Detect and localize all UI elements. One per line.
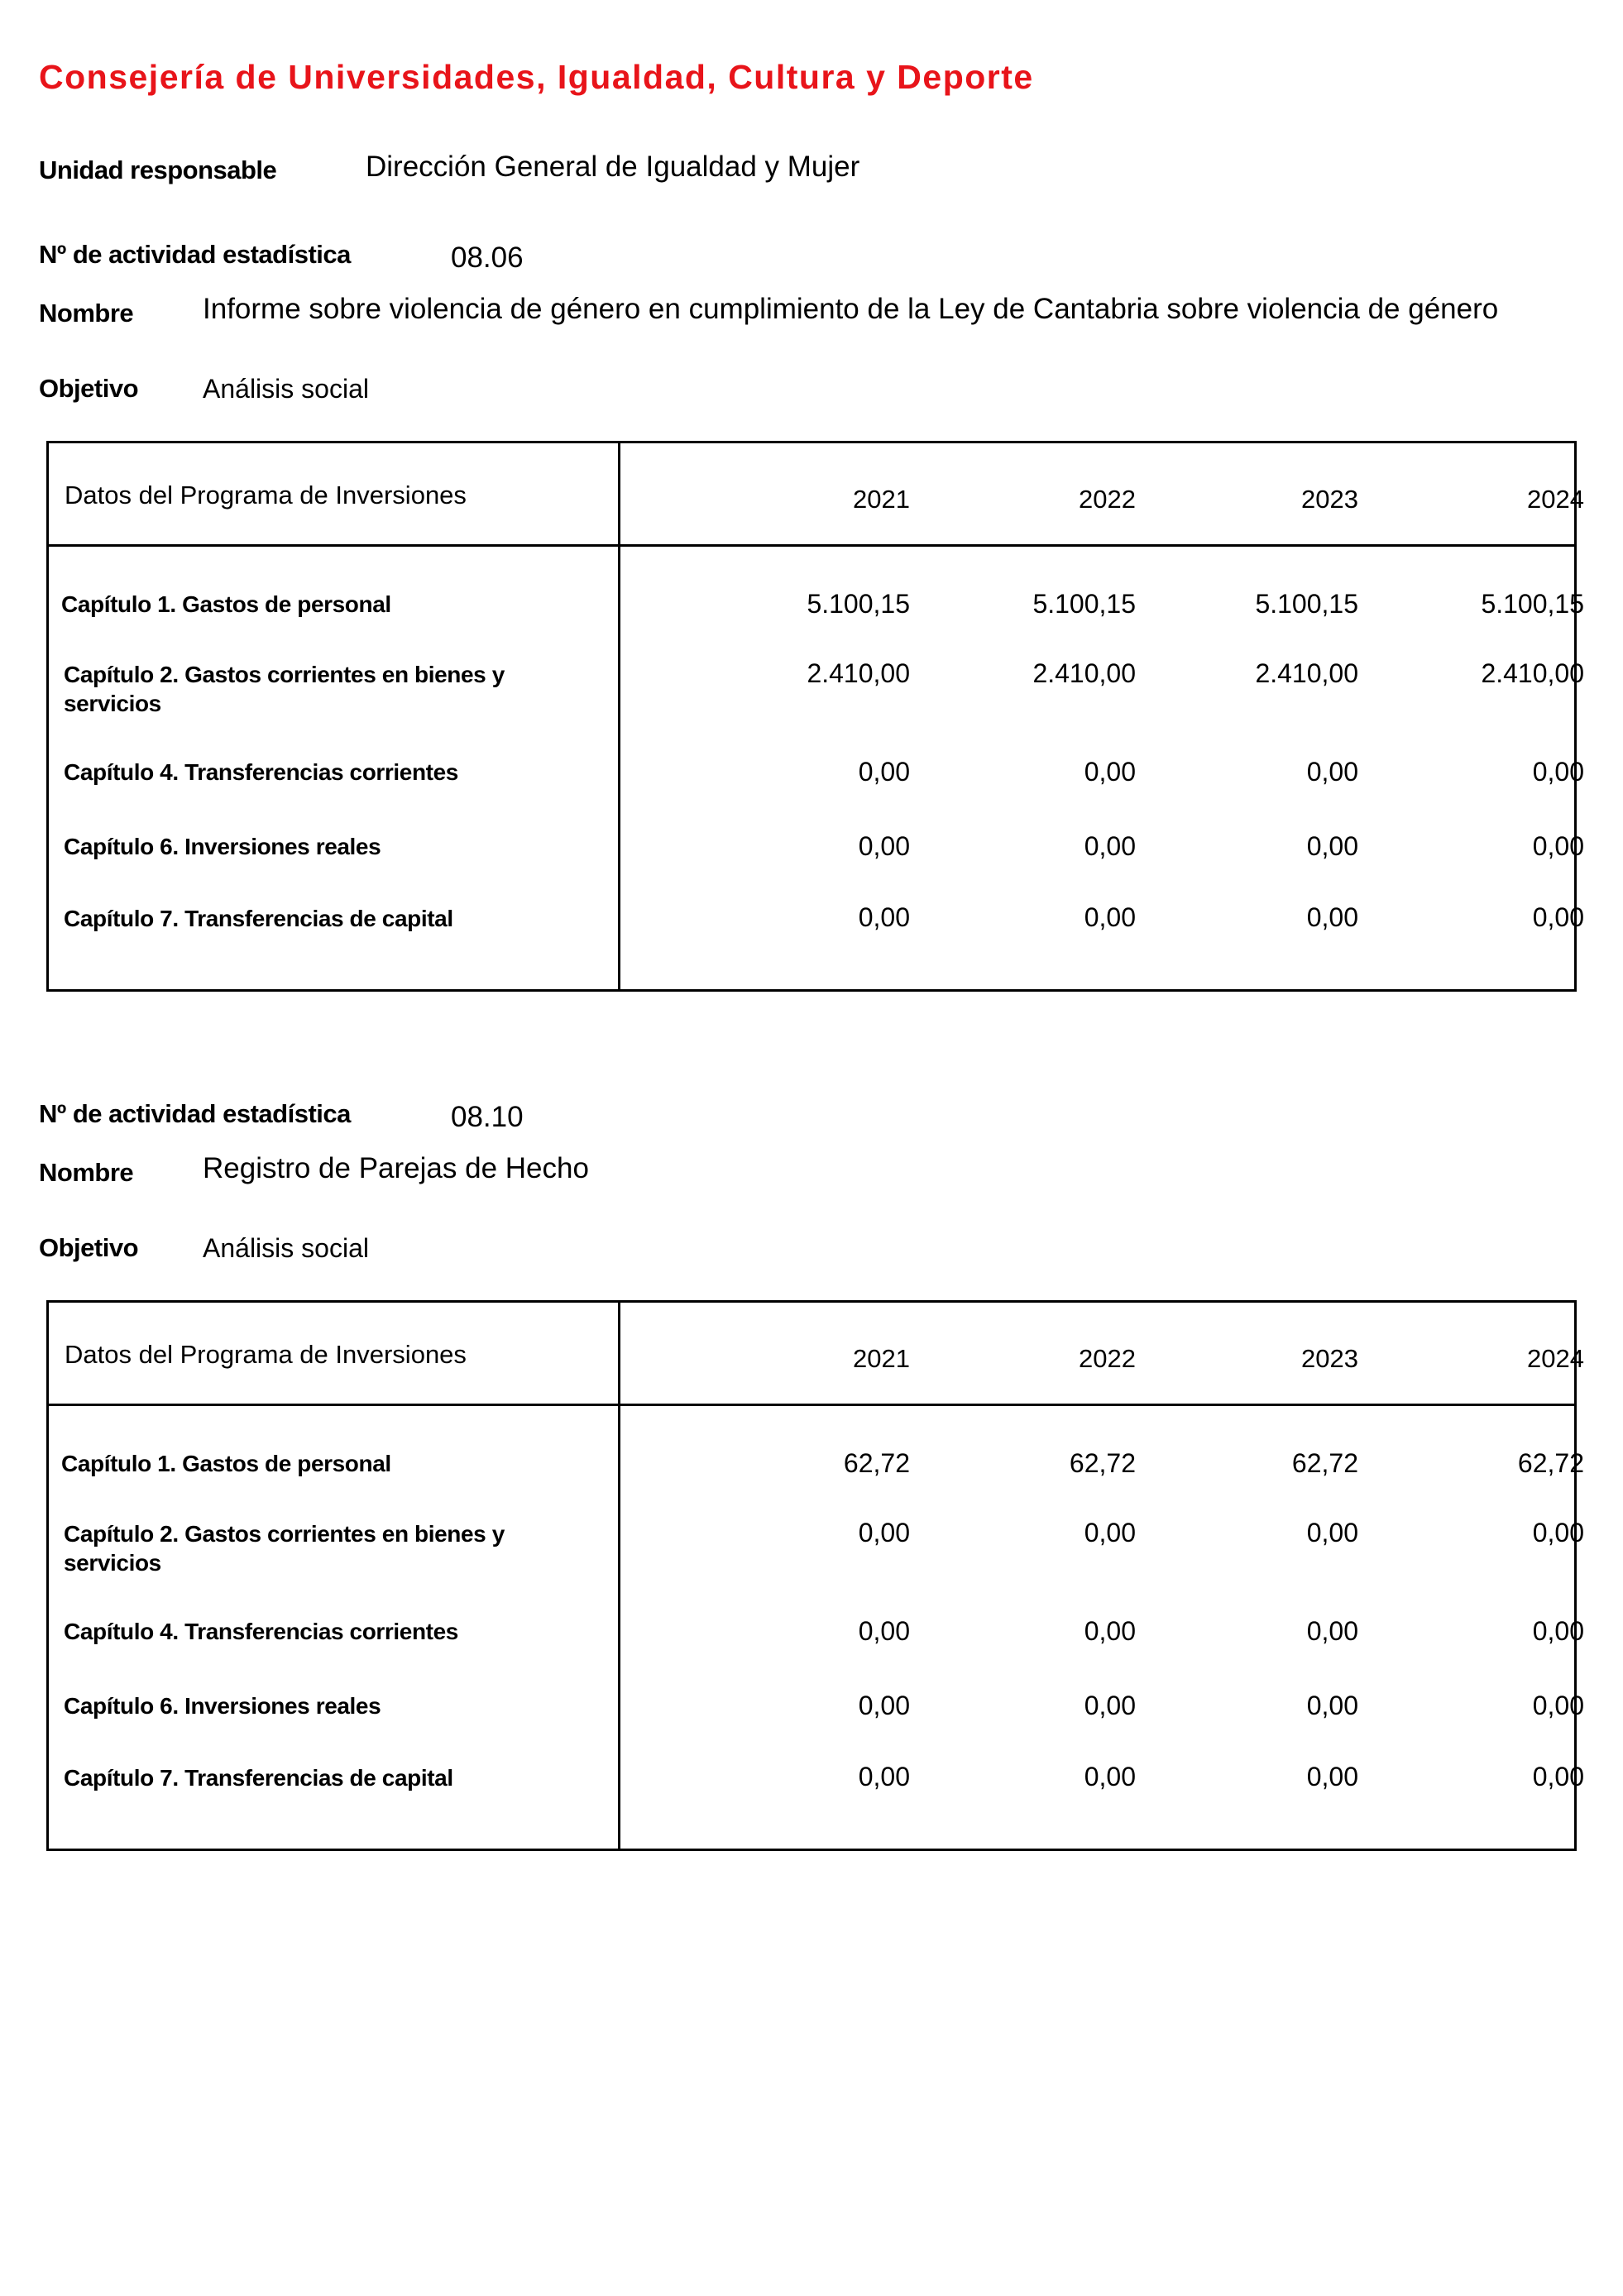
table-row-label: Capítulo 6. Inversiones reales <box>64 834 381 859</box>
table-cell: 0,00 <box>858 1762 910 1791</box>
year-header: 2023 <box>1301 1344 1358 1373</box>
table-row-label: Capítulo 4. Transferencias corrientes <box>64 1619 458 1644</box>
table-header-label: Datos del Programa de Inversiones <box>65 481 467 509</box>
table-cell: 0,00 <box>1084 831 1136 861</box>
table-cell: 0,00 <box>1306 831 1358 861</box>
table-cell: 0,00 <box>1306 902 1358 932</box>
activity-number-value: 08.06 <box>451 242 524 274</box>
table-cell: 0,00 <box>1306 1616 1358 1646</box>
table-cell: 0,00 <box>1532 1518 1584 1547</box>
unidad-value: Dirección General de Igualdad y Mujer <box>366 151 860 183</box>
table-cell: 0,00 <box>858 1518 910 1547</box>
page-title: Consejería de Universidades, Igualdad, Cultura y Deporte <box>39 58 1034 96</box>
table-cell: 5.100,15 <box>807 589 910 619</box>
table-cell: 0,00 <box>1532 831 1584 861</box>
table-column-divider <box>618 443 620 989</box>
table-cell: 62,72 <box>1291 1448 1358 1478</box>
table-row-label: Capítulo 6. Inversiones reales <box>64 1693 381 1719</box>
table-cell: 0,00 <box>1532 1691 1584 1720</box>
table-cell: 0,00 <box>1532 1616 1584 1646</box>
table-cell: 0,00 <box>858 1616 910 1646</box>
year-header: 2022 <box>1079 1344 1136 1373</box>
year-header: 2021 <box>853 485 910 514</box>
table-cell: 0,00 <box>1084 1616 1136 1646</box>
table-cell: 5.100,15 <box>1481 589 1584 619</box>
table-cell: 0,00 <box>1306 1518 1358 1547</box>
table-row-label: Capítulo 4. Transferencias corrientes <box>64 759 458 785</box>
table-cell: 0,00 <box>1532 1762 1584 1791</box>
table-cell: 62,72 <box>1517 1448 1584 1478</box>
activity-number-value: 08.10 <box>451 1101 524 1133</box>
table-cell: 2.410,00 <box>1481 658 1584 688</box>
activity-number-label: Nº de actividad estadística <box>39 240 351 269</box>
activity-objective-label: Objetivo <box>39 374 139 403</box>
table-row-label: Capítulo 1. Gastos de personal <box>61 591 391 617</box>
table-cell: 2.410,00 <box>1032 658 1136 688</box>
table-cell: 0,00 <box>1532 757 1584 787</box>
table-cell: 0,00 <box>858 1691 910 1720</box>
activity-objective-value: Análisis social <box>203 374 369 404</box>
table-header-divider <box>49 544 1574 547</box>
activity-name-value: Informe sobre violencia de género en cumplimiento de la Ley de Cantabria sobre violencia de género <box>203 293 1499 325</box>
table-cell: 0,00 <box>858 902 910 932</box>
table-cell: 2.410,00 <box>807 658 910 688</box>
activity-name-label: Nombre <box>39 299 134 328</box>
table-header-divider <box>49 1404 1574 1406</box>
year-header: 2022 <box>1079 485 1136 514</box>
table-column-divider <box>618 1303 620 1849</box>
table-cell: 5.100,15 <box>1032 589 1136 619</box>
year-header: 2024 <box>1527 1344 1584 1373</box>
table-header-label: Datos del Programa de Inversiones <box>65 1340 467 1369</box>
table-cell: 5.100,15 <box>1255 589 1358 619</box>
table-row-label: Capítulo 7. Transferencias de capital <box>64 906 453 931</box>
table-row-label: Capítulo 1. Gastos de personal <box>61 1451 391 1476</box>
unidad-label: Unidad responsable <box>39 155 277 184</box>
table-cell: 0,00 <box>1306 1691 1358 1720</box>
table-cell: 0,00 <box>1306 757 1358 787</box>
year-header: 2024 <box>1527 485 1584 514</box>
table-cell: 0,00 <box>1532 902 1584 932</box>
activity-objective-value: Análisis social <box>203 1233 369 1263</box>
activity-objective-label: Objetivo <box>39 1233 139 1262</box>
table-cell: 0,00 <box>1084 757 1136 787</box>
year-header: 2023 <box>1301 485 1358 514</box>
year-header: 2021 <box>853 1344 910 1373</box>
table-cell: 0,00 <box>1306 1762 1358 1791</box>
activity-name-value: Registro de Parejas de Hecho <box>203 1152 589 1184</box>
table-cell: 0,00 <box>858 757 910 787</box>
table-cell: 0,00 <box>1084 1691 1136 1720</box>
table-row-label: Capítulo 2. Gastos corrientes en bienes y servicios <box>64 662 505 716</box>
table-row-label: Capítulo 7. Transferencias de capital <box>64 1765 453 1791</box>
table-cell: 2.410,00 <box>1255 658 1358 688</box>
investment-table <box>46 441 1584 992</box>
activity-name-label: Nombre <box>39 1158 134 1187</box>
activity-number-label: Nº de actividad estadística <box>39 1099 351 1128</box>
table-cell: 0,00 <box>858 831 910 861</box>
table-cell: 62,72 <box>843 1448 910 1478</box>
investment-table <box>46 1300 1584 1851</box>
table-cell: 62,72 <box>1069 1448 1136 1478</box>
table-row-label: Capítulo 2. Gastos corrientes en bienes y servicios <box>64 1521 505 1576</box>
table-cell: 0,00 <box>1084 902 1136 932</box>
table-cell: 0,00 <box>1084 1762 1136 1791</box>
table-cell: 0,00 <box>1084 1518 1136 1547</box>
